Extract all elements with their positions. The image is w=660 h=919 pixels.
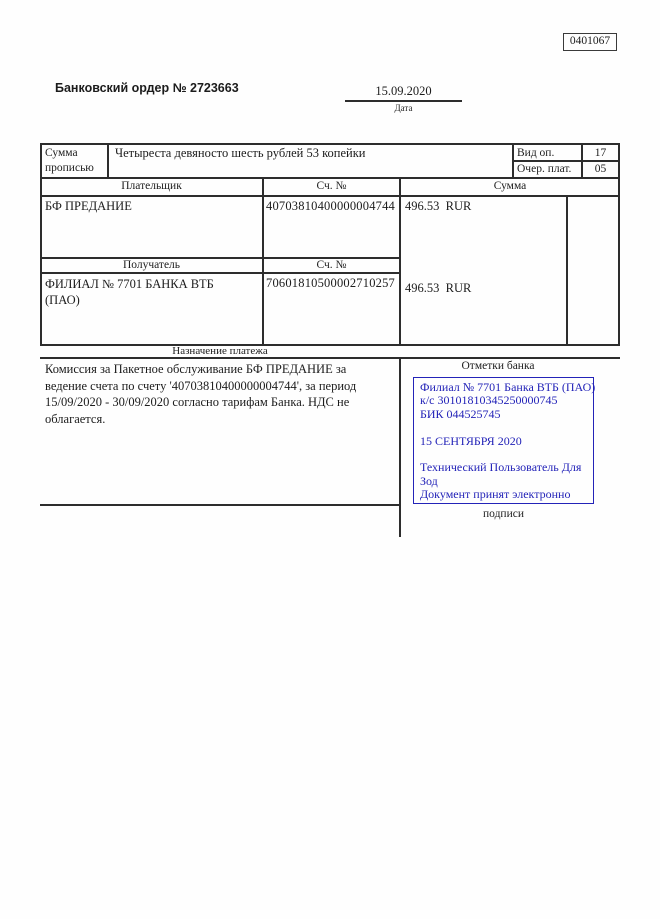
- stamp-line: БИК 044525745: [420, 406, 501, 421]
- op-type-value: 17: [594, 147, 607, 159]
- payment-priority-value: 05: [594, 163, 607, 175]
- table-border: [40, 177, 620, 179]
- amount-words-label: Сумма прописью: [45, 147, 94, 174]
- payee-amount: 496.53 RUR: [405, 281, 472, 295]
- date-value: 15.09.2020: [375, 84, 432, 98]
- payee-account-column-header: Сч. №: [316, 259, 347, 271]
- payee-column-header: Получатель: [122, 259, 181, 271]
- table-border: [40, 357, 620, 359]
- table-border: [40, 504, 400, 506]
- payer-amount: 496.53 RUR: [405, 199, 472, 213]
- stamp-line: [420, 448, 589, 461]
- bank-stamp: [413, 377, 594, 504]
- op-type-label: Вид оп.: [517, 147, 555, 159]
- form-code: 0401067: [569, 35, 611, 47]
- table-border: [107, 143, 109, 177]
- signatures-label: подписи: [483, 508, 524, 520]
- table-border: [40, 143, 42, 346]
- stamp-line: Зод: [420, 473, 438, 488]
- stamp-line: к/с 30101810345250000745: [420, 393, 558, 408]
- table-border: [40, 272, 400, 274]
- payer-name: БФ ПРЕДАНИЕ: [45, 199, 132, 213]
- amount-column-header: Сумма: [493, 180, 527, 192]
- stamp-line: Технический Пользователь Для: [420, 460, 582, 475]
- stamp-line: 15 СЕНТЯБРЯ 2020: [420, 433, 522, 448]
- stamp-line: Документ принят электронно: [420, 487, 571, 502]
- bank-marks-header: Отметки банка: [461, 360, 535, 372]
- document-title: Банковский ордер № 2723663: [55, 81, 239, 95]
- payee-account-number: 70601810500002710257: [266, 276, 395, 290]
- form-code-box: [563, 33, 617, 51]
- payment-purpose-header: Назначение платежа: [172, 344, 268, 357]
- table-border: [512, 143, 514, 177]
- table-border: [566, 195, 568, 346]
- date-underline: [345, 100, 462, 102]
- payee-name: ФИЛИАЛ № 7701 БАНКА ВТБ (ПАО): [45, 277, 214, 307]
- stamp-line: [420, 421, 589, 434]
- amount-words-value: Четыреста девяносто шесть рублей 53 копейки: [115, 146, 366, 160]
- payment-priority-label: Очер. плат.: [517, 163, 572, 175]
- date-label: Дата: [394, 103, 413, 113]
- table-border: [40, 143, 620, 145]
- payer-column-header: Плательщик: [121, 180, 182, 192]
- stamp-line: Филиал № 7701 Банка ВТБ (ПАО): [420, 380, 596, 394]
- payment-purpose-text: Комиссия за Пакетное обслуживание БФ ПРЕДАНИЕ за ведение счета по счету '40703810400000004744', за период 15/09/2020 - 30/09/2020 согласно тарифам Банка. НДС не облагается.: [45, 362, 357, 426]
- payer-account-number: 40703810400000004744: [266, 199, 395, 213]
- table-border: [40, 195, 620, 197]
- table-border: [399, 357, 401, 537]
- payer-account-column-header: Сч. №: [316, 180, 347, 192]
